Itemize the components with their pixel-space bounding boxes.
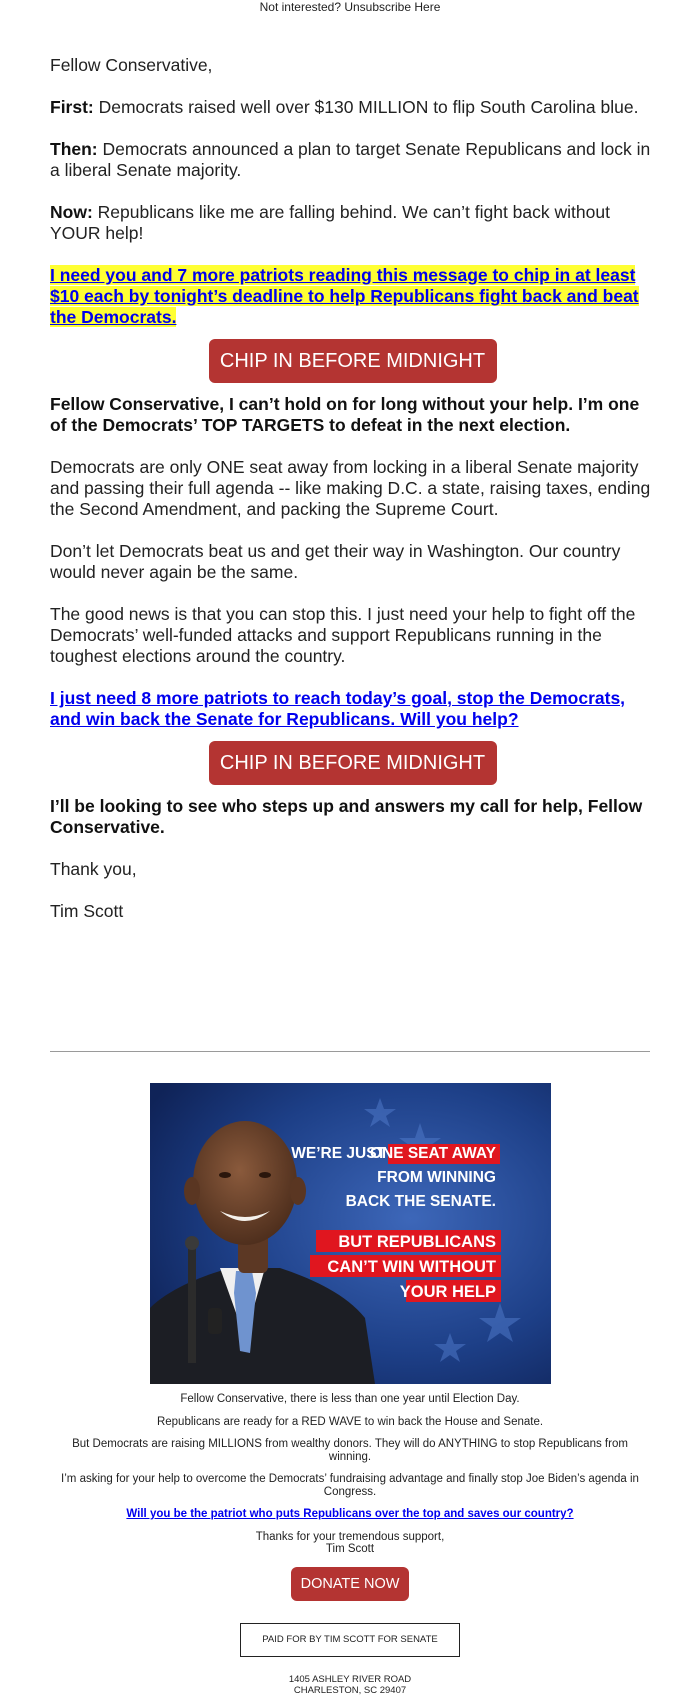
- donate-wrap: [50, 1567, 650, 1601]
- first-text: Democrats raised well over $130 MILLION to flip South Carolina blue.: [93, 97, 639, 117]
- banner-line5: CAN’T WIN WITHOUT: [327, 1258, 496, 1276]
- footer: [50, 1393, 650, 1696]
- chip-in-highlight-link[interactable]: I need you and 7 more patriots reading this message to chip in at least $10 each by tonight’s deadline to help Republicans fight back and beat the Democrats.: [50, 265, 639, 327]
- banner-line1-a: WE’RE JUST: [291, 1145, 386, 1162]
- footer-signature: Tim Scott: [325, 1543, 375, 1555]
- banner-line6: YOUR HELP: [399, 1283, 496, 1301]
- one-seat-paragraph: Democrats are only ONE seat away from locking in a liberal Senate majority and passing their full agenda -- like making D.C. a state, raising taxes, ending the Second Amendment, and packing the Supreme Court.: [50, 457, 651, 519]
- target-text-b: TOP TARGETS: [201, 415, 325, 435]
- banner-image[interactable]: [150, 1083, 551, 1384]
- banner-line2: FROM WINNING: [377, 1169, 496, 1186]
- paid-for-box: PAID FOR BY TIM SCOTT FOR SENATE: [240, 1623, 460, 1657]
- donate-now-button[interactable]: DONATE NOW: [291, 1567, 409, 1601]
- then-text: Democrats announced a plan to target Senate Republicans and lock in a liberal Senate majority.: [50, 139, 651, 180]
- target-text-c: to defeat in the next election.: [324, 415, 571, 435]
- footer-thanks-line: Thanks for your tremendous support,: [255, 1530, 445, 1543]
- highlight-paragraph: [50, 265, 655, 328]
- thank-you: Thank you,: [50, 859, 137, 879]
- address: [50, 1674, 650, 1696]
- then-label: Then:: [50, 139, 98, 159]
- goal-link[interactable]: I just need 8 more patriots to reach today’s goal, stop the Democrats, and win back the Senate for Republicans. Will you help?: [50, 688, 626, 729]
- greeting: Fellow Conservative,: [50, 55, 213, 75]
- signature: Tim Scott: [50, 901, 124, 921]
- banner-line1-b: ONE SEAT AWAY: [369, 1145, 496, 1162]
- now-paragraph: [50, 202, 655, 244]
- paid-for-wrap: [50, 1623, 650, 1657]
- footer-p1: Fellow Conservative, there is less than one year until Election Day.: [180, 1393, 520, 1405]
- banner-line4: BUT REPUBLICANS: [338, 1233, 496, 1251]
- chip-in-button-1[interactable]: CHIP IN BEFORE MIDNIGHT: [209, 339, 497, 383]
- banner-line3: BACK THE SENATE.: [345, 1193, 496, 1210]
- first-paragraph: [50, 97, 655, 118]
- chip-in-button-2[interactable]: CHIP IN BEFORE MIDNIGHT: [209, 741, 497, 785]
- now-text: Republicans like me are falling behind. We can’t fight back without YOUR help!: [50, 202, 610, 243]
- patriot-link[interactable]: Will you be the patriot who puts Republicans over the top and saves our country?: [126, 1508, 574, 1520]
- closing-paragraph: I’ll be looking to see who steps up and answers my call for help, Fellow Conservative.: [50, 796, 643, 837]
- footer-thanks: [50, 1531, 650, 1556]
- footer-p2: Republicans are ready for a RED WAVE to win back the House and Senate.: [156, 1415, 544, 1428]
- chip-button-wrap-2: [50, 741, 655, 785]
- banner-graphic: [150, 1083, 551, 1384]
- divider: [50, 1051, 650, 1052]
- address-line1: 1405 ASHLEY RIVER ROAD: [288, 1673, 412, 1685]
- footer-link-para: [50, 1508, 650, 1521]
- dont-let-paragraph: Don’t let Democrats beat us and get their way in Washington. Our country would never again be the same.: [50, 541, 621, 582]
- now-label: Now:: [50, 202, 93, 222]
- unsubscribe-link[interactable]: Not interested? Unsubscribe Here: [259, 0, 441, 14]
- goal-paragraph: [50, 688, 655, 730]
- then-paragraph: [50, 139, 655, 181]
- footer-p3: But Democrats are raising MILLIONS from wealthy donors. They will do ANYTHING to stop Republicans from winning.: [72, 1438, 628, 1463]
- footer-p4: I’m asking for your help to overcome the Democrats’ fundraising advantage and finally stop Joe Biden’s agenda in Congress.: [61, 1473, 639, 1498]
- chip-button-wrap-1: [50, 339, 655, 383]
- target-paragraph: [50, 394, 655, 436]
- letter-body: [50, 55, 655, 943]
- first-label: First:: [50, 97, 94, 117]
- good-news-paragraph: The good news is that you can stop this. I just need your help to fight off the Democrats’ well-funded attacks and support Republicans running in the toughest elections around the country.: [50, 604, 636, 666]
- address-line2: CHARLESTON, SC 29407: [293, 1684, 407, 1696]
- target-text-a: Fellow Conservative, I can’t hold on for long without your help. I’m one of the Democrats’: [50, 394, 640, 435]
